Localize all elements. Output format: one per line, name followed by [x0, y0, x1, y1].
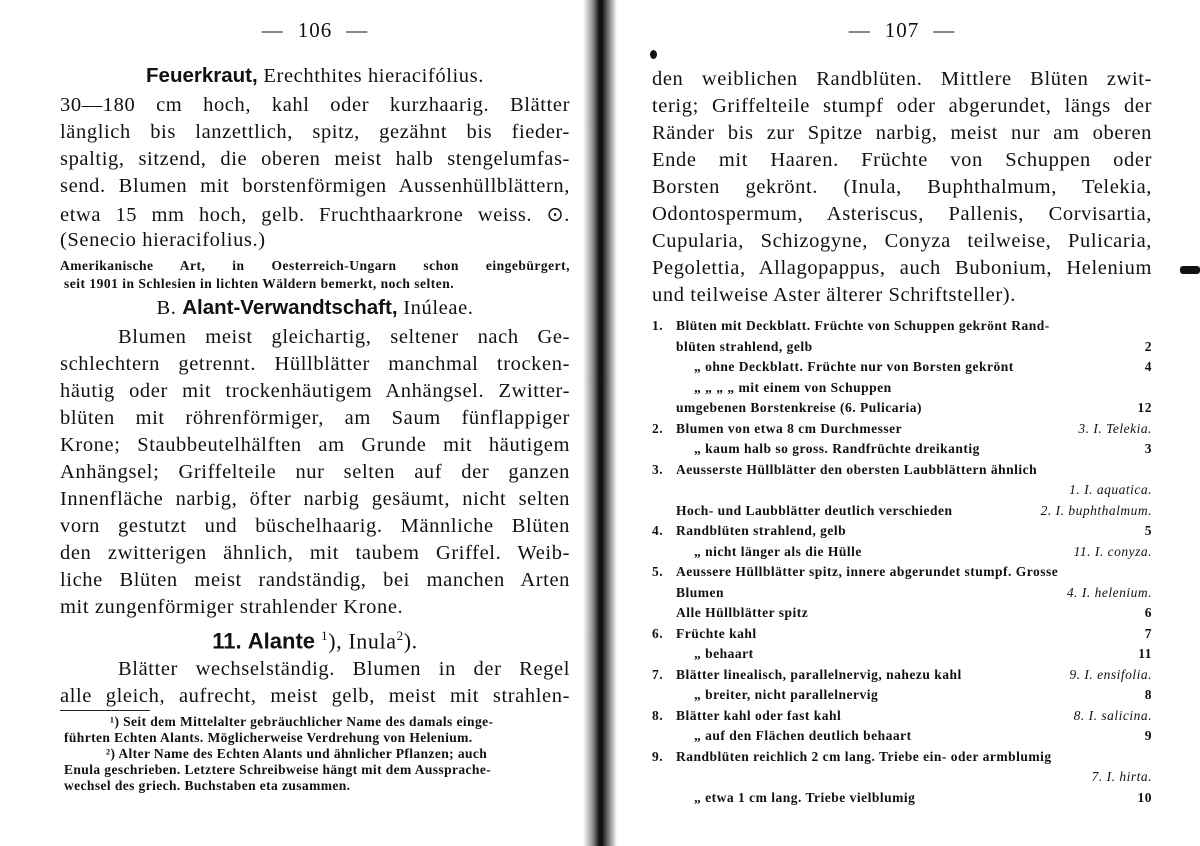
key-number: 3. [652, 461, 664, 477]
key-text: Blumen von etwa 8 cm Durchmesser [676, 420, 903, 436]
key-row [652, 544, 1152, 560]
key-number: 1. [652, 318, 664, 333]
key-text: Randblüten strahlend, gelb [676, 523, 847, 538]
key-target: 9 [1144, 728, 1152, 743]
body-line: (Senecio hieracifolius.) [60, 229, 266, 251]
book-gutter [583, 0, 617, 846]
key-text: „ ohne Deckblatt. Früchte nur von Borsten gekrönt [694, 359, 1014, 374]
key-target: 5 [1144, 523, 1152, 538]
key-text: Aeussere Hüllblätter spitz, innere abgerundet stumpf. Grosse [676, 564, 1059, 579]
key-number: 5. [652, 564, 664, 579]
key-text: Aeusserste Hüllblätter den obersten Laubblättern ähnlich [676, 461, 1038, 477]
body-line: Cupularia, Schizogyne, Conyza teilweise, Pulicaria, [652, 230, 1152, 252]
body-line: häutig oder mit trockenhäutigem Anhängsel. Zwitter- [60, 380, 570, 402]
body-line: schlechtern getrennt. Hüllblätter manchmal trocken- [60, 353, 570, 375]
body-line: Blumen meist gleichartig, seltener nach Ge- [118, 326, 570, 348]
key-number: 7. [652, 666, 664, 682]
body-line: den weiblichen Randblüten. Mittlere Blüten zwit- [652, 68, 1152, 90]
key-text: „ breiter, nicht parallelnervig [694, 687, 879, 702]
key-text: „ behaart [694, 646, 754, 661]
key-text: Hoch- und Laubblätter deutlich verschieden [676, 502, 953, 518]
body-line: spaltig, sitzend, die oberen meist halb stengelumfas- [60, 148, 570, 170]
key-target: 3. I. Telekia. [1078, 420, 1152, 436]
body-line: terig; Griffelteile stumpf oder abgerundet, längs der [652, 95, 1152, 117]
body-line: mit zungenförmiger strahlender Krone. [60, 596, 404, 618]
key-text: „ auf den Flächen deutlich behaart [694, 728, 912, 743]
key-text: „ kaum halb so gross. Randfrüchte dreikantig [694, 441, 980, 456]
left-page [60, 0, 570, 846]
key-text: „ „ „ „ mit einem von Schuppen [694, 379, 892, 395]
key-number: 9. [652, 748, 664, 764]
body-line: Odontospermum, Asteriscus, Pallenis, Corvisartia, [652, 203, 1152, 225]
key-row [652, 667, 1152, 683]
key-text: „ etwa 1 cm lang. Triebe vielblumig [694, 789, 916, 805]
key-target: 10 [1137, 789, 1152, 805]
key-text: Blätter kahl oder fast kahl [676, 707, 842, 723]
key-row [652, 646, 1152, 662]
footnote: wechsel des griech. Buchstaben eta zusammen. [64, 778, 351, 793]
print-speck [1180, 266, 1200, 274]
key-target: 2. I. buphthalmum. [1040, 502, 1152, 518]
left-page-number: — 106 — [261, 18, 369, 42]
key-text: Blätter linealisch, parallelnervig, nahezu kahl [676, 666, 962, 682]
key-text: Alle Hüllblätter spitz [676, 605, 809, 620]
key-row [652, 687, 1152, 703]
key-number: 6. [652, 625, 664, 641]
body-line: länglich bis lanzettlich, spitz, gezähnt bis fieder- [60, 121, 570, 143]
right-page [652, 0, 1152, 846]
key-row [652, 462, 1152, 478]
key-target: 1. I. aquatica. [1069, 482, 1152, 497]
body-line: vorn gestutzt und büschelhaarig. Männliche Blüten [60, 515, 570, 537]
section-heading: B. Alant-Verwandtschaft, Inúleae. [156, 296, 474, 319]
key-target: 7 [1144, 625, 1152, 641]
key-target: 9. I. ensifolia. [1069, 666, 1152, 682]
key-row [652, 482, 1152, 498]
body-line: den zwitterigen ähnlich, mit taubem Griffel. Weib- [60, 542, 570, 564]
key-target: 11. I. conyza. [1073, 543, 1152, 559]
key-text: blüten strahlend, gelb [676, 338, 813, 354]
key-number: 8. [652, 707, 664, 723]
footnote: ²) Alter Name des Echten Alants und ähnlicher Pflanzen; auch [106, 746, 488, 761]
body-line: blüten mit röhrenförmiger, am Saum fünflappiger [60, 407, 570, 429]
body-line: und teilweise Aster älterer Schriftsteller). [652, 284, 1016, 306]
body-line: Blätter wechselständig. Blumen in der Regel [118, 658, 570, 680]
distribution-note: seit 1901 in Schlesien in lichten Wäldern bemerkt, noch selten. [64, 276, 455, 291]
key-row [652, 503, 1152, 519]
key-row [652, 380, 1152, 396]
body-line: Anhängsel; Griffelteile nur selten auf der ganzen [60, 461, 570, 483]
body-line: Ränder bis zur Spitze narbig, meist nur am oberen [652, 122, 1152, 144]
body-line: send. Blumen mit borstenförmigen Aussenhüllblättern, [60, 175, 570, 197]
key-text: Blumen [676, 584, 725, 600]
footnote: führten Echten Alants. Möglicherweise Verdrehung von Helenium. [64, 730, 473, 745]
print-speck [650, 50, 657, 59]
key-row [652, 400, 1152, 416]
key-row [652, 523, 1152, 539]
key-row [652, 564, 1152, 580]
right-page-number: — 107 — [848, 18, 956, 42]
key-target: 3 [1144, 441, 1152, 456]
key-target: 8 [1144, 687, 1152, 702]
key-row [652, 626, 1152, 642]
body-line: alle gleich, aufrecht, meist gelb, meist mit strahlen- [60, 685, 570, 707]
distribution-note: Amerikanische Art, in Oesterreich-Ungarn schon eingebürgert, [60, 258, 570, 273]
footnote: Enula geschrieben. Letztere Schreibweise hängt mit dem Aussprache- [64, 762, 492, 777]
key-target: 2 [1144, 338, 1152, 354]
footnote-rule [60, 710, 150, 711]
key-target: 6 [1144, 605, 1152, 620]
key-row [652, 605, 1152, 621]
key-row [652, 749, 1152, 765]
key-target: 7. I. hirta. [1091, 769, 1152, 784]
key-row [652, 585, 1152, 601]
key-text: Blüten mit Deckblatt. Früchte von Schuppen gekrönt Rand- [676, 318, 1050, 333]
species-heading: Feuerkraut, Erechthites hieracifólius. [146, 64, 484, 87]
footnote: ¹) Seit dem Mittelalter gebräuchlicher Name des damals einge- [110, 714, 494, 729]
body-line: Pegolettia, Allagopappus, auch Bubonium, Helenium [652, 257, 1152, 279]
key-target: 12 [1137, 400, 1152, 415]
genus-heading: 11. Alante $^1$), Inula$^2$). [212, 628, 418, 654]
key-row [652, 790, 1152, 806]
key-row [652, 441, 1152, 457]
key-text: umgebenen Borstenkreise (6. Pulicaria) [676, 400, 922, 415]
key-row [652, 421, 1152, 437]
key-target: 4 [1144, 359, 1152, 374]
body-line: Krone; Staubbeutelhälften am Grunde mit häutigem [60, 434, 570, 456]
key-text: „ nicht länger als die Hülle [694, 543, 862, 559]
key-target: 8. I. salicina. [1073, 707, 1152, 723]
body-line: Ende mit Haaren. Früchte von Schuppen oder [652, 149, 1152, 171]
key-row [652, 769, 1152, 785]
body-line: Borsten gekrönt. (Inula, Buphthalmum, Telekia, [652, 176, 1152, 198]
body-line: Innenfläche narbig, öfter narbig gesäumt, nicht selten [60, 488, 570, 510]
key-number: 4. [652, 523, 664, 538]
key-target: 11 [1138, 646, 1152, 661]
key-row [652, 728, 1152, 744]
body-line: 30—180 cm hoch, kahl oder kurzhaarig. Blätter [60, 94, 570, 116]
body-line: liche Blüten meist randständig, bei manchen Arten [60, 569, 570, 591]
key-number: 2. [652, 420, 664, 436]
key-row [652, 708, 1152, 724]
key-target: 4. I. helenium. [1066, 584, 1152, 600]
key-row [652, 339, 1152, 355]
key-row [652, 359, 1152, 375]
body-line: etwa 15 mm hoch, gelb. Fruchthaarkrone weiss. ⊙. [60, 204, 570, 226]
key-text: Früchte kahl [676, 625, 757, 641]
key-row [652, 318, 1152, 334]
key-text: Randblüten reichlich 2 cm lang. Triebe ein- oder armblumig [676, 748, 1052, 764]
